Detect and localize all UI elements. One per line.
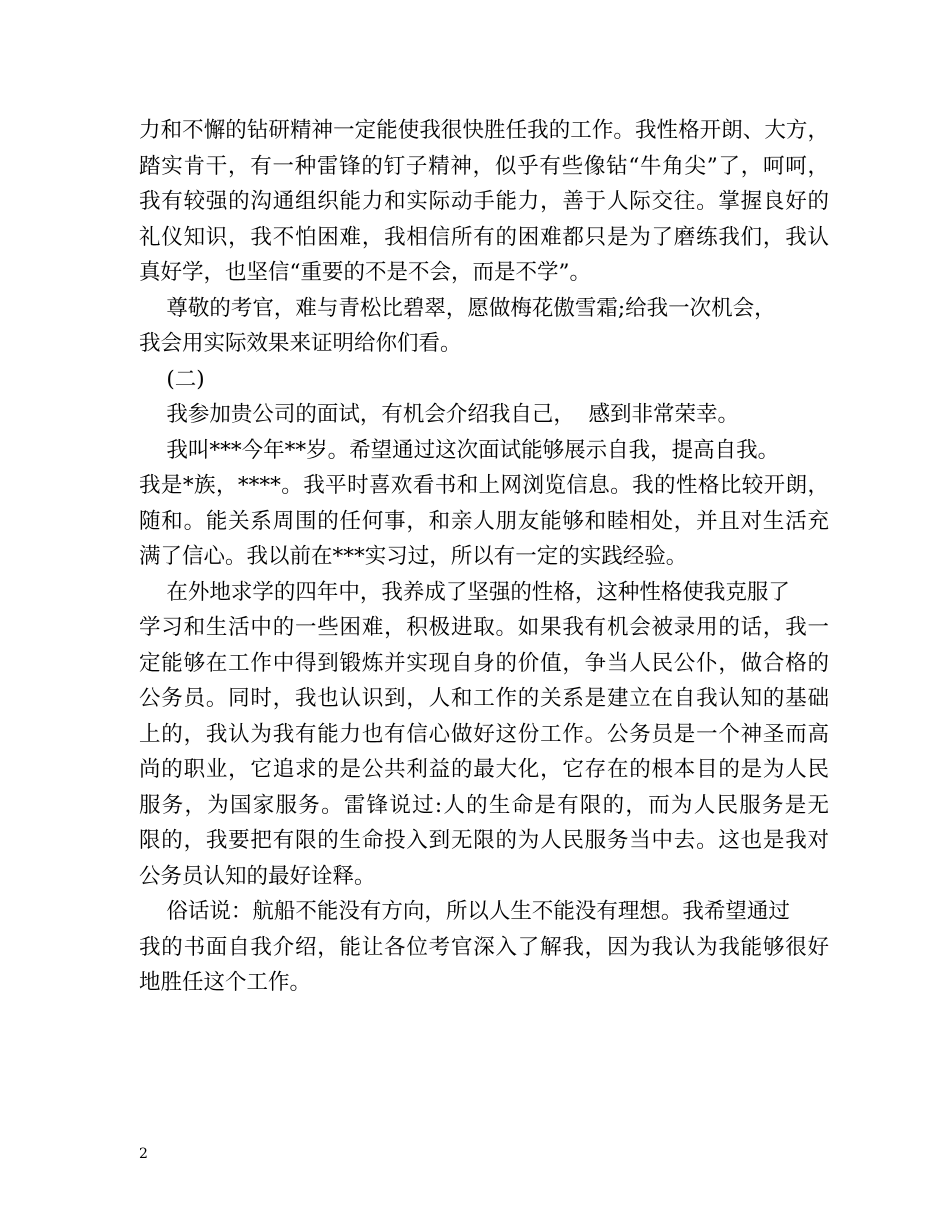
text-line: 力和不懈的钻研精神一定能使我很快胜任我的工作。我性格开朗、大方，: [139, 118, 829, 143]
text-line: 满了信心。我以前在***实习过，所以有一定的实践经验。: [139, 544, 688, 569]
text-line: 俗话说：航船不能没有方向，所以人生不能没有理想。我希望通过: [139, 899, 790, 924]
text-line: 在外地求学的四年中，我养成了坚强的性格，这种性格使我克服了: [139, 579, 790, 605]
page-number: 2: [139, 1146, 148, 1162]
text-line: 限的，我要把有限的生命投入到无限的为人民服务当中去。这也是我对: [139, 828, 829, 853]
text-line: 我有较强的沟通组织能力和实际动手能力，善于人际交往。掌握良好的: [139, 189, 829, 214]
text-line: 我参加贵公司的面试，有机会介绍我自己， 感到非常荣幸。: [139, 402, 740, 427]
text-line: 我会用实际效果来证明给你们看。: [139, 331, 462, 356]
text-line: 我是*族，****。我平时喜欢看书和上网浏览信息。我的性格比较开朗，: [139, 473, 829, 498]
text-line: 地胜任这个工作。: [139, 970, 312, 995]
text-line: 上的，我认为我有能力也有信心做好这份工作。公务员是一个神圣而高: [139, 721, 829, 747]
text-line: 尊敬的考官，难与青松比碧翠，愿做梅花傲雪霜;给我一次机会，: [139, 295, 776, 321]
text-line: 踏实肯干，有一种雷锋的钉子精神，似乎有些像钻“牛角尖”了，呵呵，: [139, 153, 829, 179]
text-line: 我叫***今年**岁。希望通过这次面试能够展示自我，提高自我。: [139, 437, 780, 463]
text-line: 随和。能关系周围的任何事，和亲人朋友能够和睦相处，并且对生活充: [139, 508, 829, 534]
text-line: 我的书面自我介绍，能让各位考官深入了解我，因为我认为我能够很好: [139, 934, 829, 960]
text-line: 礼仪知识，我不怕困难，我相信所有的困难都只是为了磨练我们，我认: [139, 224, 829, 250]
text-line: 服务，为国家服务。雷锋说过:人的生命是有限的，而为人民服务是无: [139, 792, 829, 818]
text-line: 尚的职业，它追求的是公共利益的最大化，它存在的根本目的是为人民: [139, 757, 829, 782]
text-line: (二): [139, 366, 205, 392]
text-line: 公务员。同时，我也认识到，人和工作的关系是建立在自我认知的基础: [139, 686, 829, 711]
text-line: 定能够在工作中得到锻炼并实现自身的价值，争当人民公仆，做合格的: [139, 650, 829, 676]
text-line: 真好学，也坚信“重要的不是不会，而是不学”。: [139, 260, 591, 285]
body-text: [139, 113, 829, 1001]
text-line: 学习和生活中的一些困难，积极进取。如果我有机会被录用的话，我一: [139, 615, 829, 640]
text-line: 公务员认知的最好诠释。: [139, 863, 376, 889]
